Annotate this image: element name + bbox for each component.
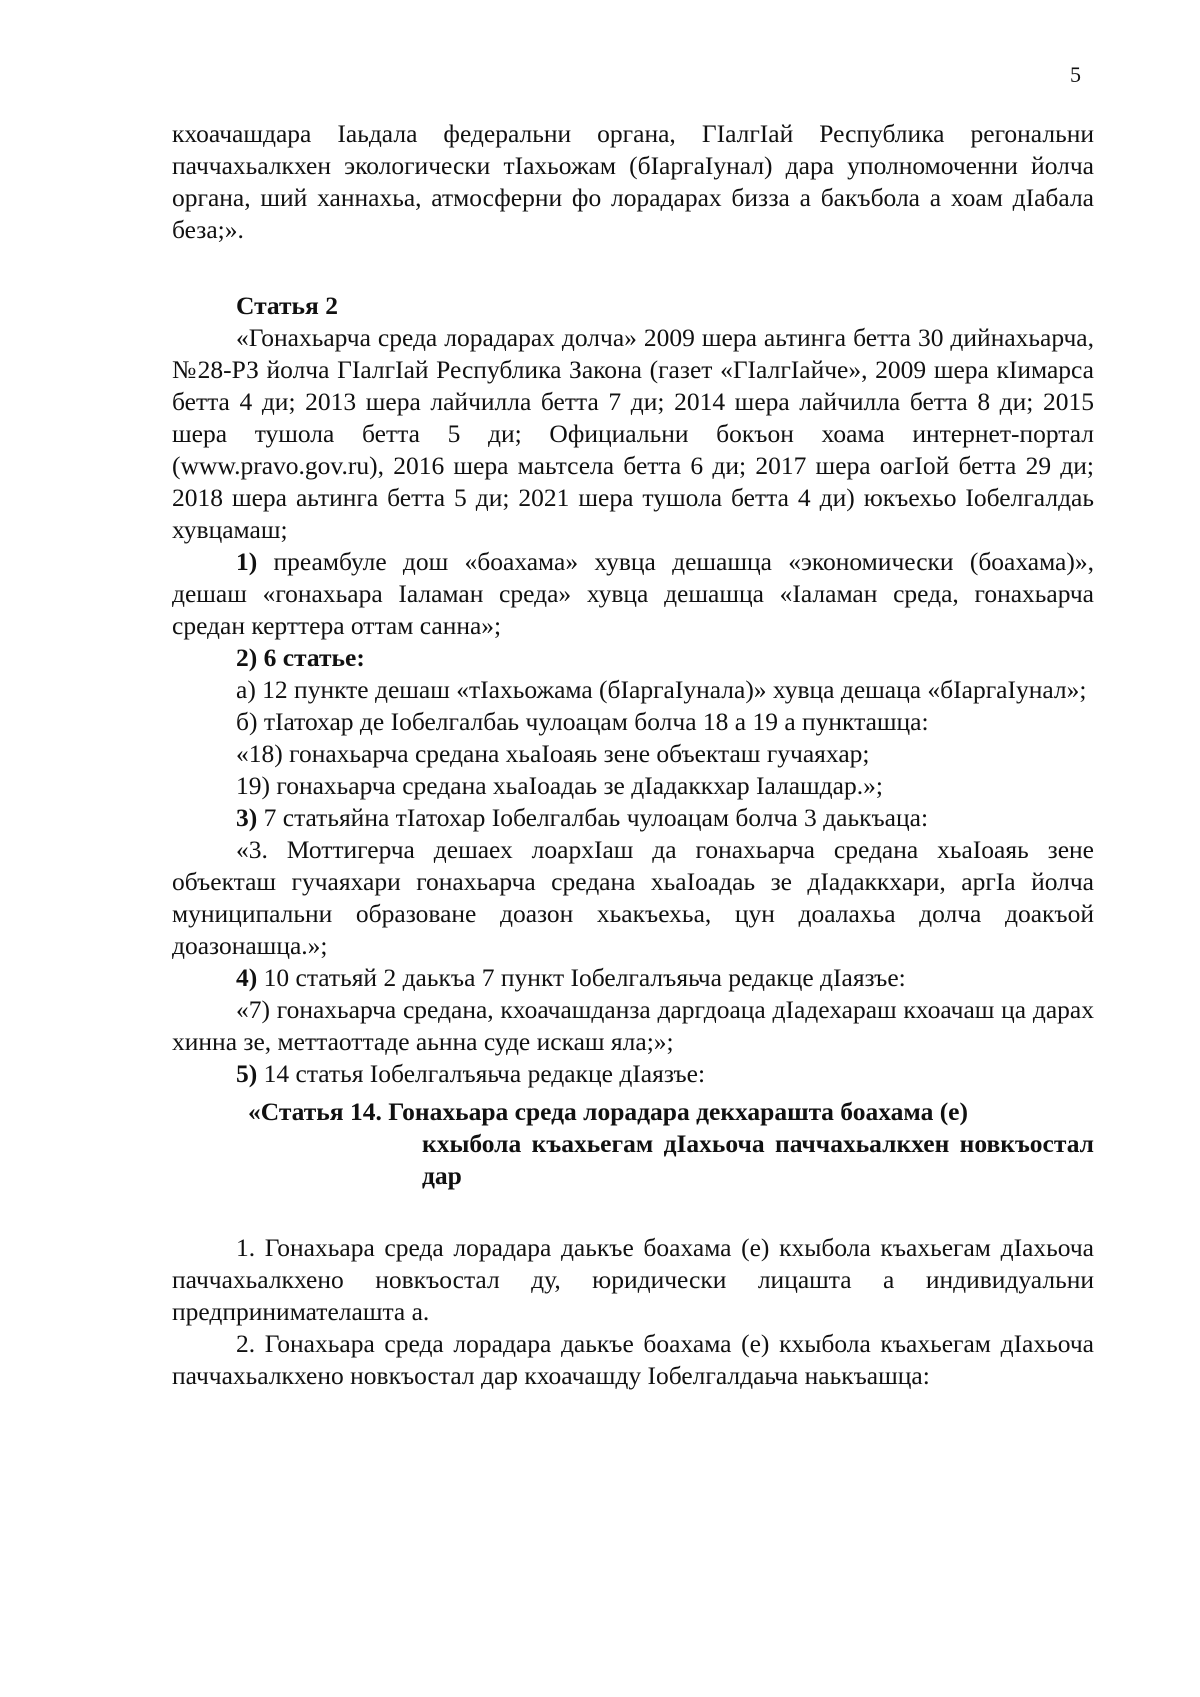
- item-2-label: 2) 6 статье:: [236, 643, 365, 672]
- article-14-title-rest: кхыбола къахьегам дIахьоча паччахьалкхен новкъостал дар: [422, 1129, 1094, 1190]
- item-5-text: 14 статья Iобелгалъяьча редакце дIаязъе:: [257, 1059, 706, 1088]
- item-2-b: б) тIатохар де Iобелгалбаь чулоацам болча 18 а 19 а пункташца:: [236, 707, 929, 736]
- spacer: [172, 1192, 1094, 1232]
- item-3-quote: «3. Моттигерча дешаех лоархIаш да гонахьарча средана хьаIоаяь зене объекташ гучаяхари гонахьарча средана хьаIоадаь зе дIадаккхари, аргIа йолча муниципальни образоване доазон хьакъехьа, цун доалахьа долча доакъой доазонашца.»;: [172, 835, 1094, 960]
- item-4-number: 4): [236, 963, 258, 992]
- article-14-title: [172, 1096, 1094, 1192]
- item-4-text: 10 статьяй 2 даькъа 7 пункт Iобелгалъяьча редакце дIаязъе:: [257, 963, 906, 992]
- item-3-number: 3): [236, 803, 258, 832]
- item-1-number: 1): [236, 547, 258, 576]
- page-number: 5: [1070, 62, 1081, 87]
- item-5: [172, 1058, 1094, 1090]
- article-14-paragraph-1: 1. Гонахьара среда лорадара даькъе боахама (е) кхыбола къахьегам дIахьоча паччахьалкхено новкъостал ду, юридически лицашта а индивидуальни предпринимателашта а.: [172, 1233, 1094, 1326]
- item-5-number: 5): [236, 1059, 258, 1088]
- article-14-paragraph-2: 2. Гонахьара среда лорадара даькъе боахама (е) кхыбола къахьегам дIахьоча паччахьалкхено новкъостал дар кхоачашду Iобелгалдаьча наькъашца:: [172, 1329, 1094, 1390]
- article-14-title-line1: «Статья 14. Гонахьара среда лорадара декхараштa боахама (е): [248, 1097, 968, 1126]
- item-1-text: преамбуле дош «боахама» хувца дешашца «экономически (боахама)», дешаш «гонахьара Iаламан среда» хувца дешашца «Iаламан среда, гонахьарча средан керттера оттам санна»;: [172, 547, 1094, 640]
- item-2-a: а) 12 пункте дешаш «тIахьожама (бIаргаIунала)» хувца дешаца «бIаргаIунал»;: [236, 675, 1087, 704]
- item-2-point-19: 19) гонахьарча средана хьаIоадаь зе дIадаккхар Iалашдар.»;: [236, 771, 883, 800]
- document-body: [172, 118, 1094, 1392]
- item-3-text: 7 статьяйна тIатохар Iобелгалбаь чулоацам болча 3 даькъаца:: [257, 803, 929, 832]
- intro-paragraph: кхоачашдара Iаьдала федеральни органа, ГIалгIай Республика регональни паччахьалкхен экологически тIахьожам (бIаргаIунал) дара уполномоченни йолча органа, ший ханнахьа, атмосферни фо лорадарах бизза а бакъбола а хоам дIабала беза;».: [172, 119, 1094, 244]
- item-4: [172, 962, 1094, 994]
- item-4-quote: «7) гонахьарча средана, кхоачашданза даргдоаца дIадехараш кхоачаш ца дарах хинна зе, меттаоттаде аьнна суде искаш яла;»;: [172, 995, 1094, 1056]
- item-1: [172, 546, 1094, 642]
- item-2-point-18: «18) гонахьарча средана хьаIоаяь зене объекташ гучаяхар;: [236, 739, 870, 768]
- article-2-heading: Статья 2: [236, 291, 338, 320]
- article-2-preamble: «Гонахьарча среда лорадарах долча» 2009 шера аьтинга бетта 30 дийнахьарча, №28-РЗ йолча ГIалгIай Республика Закона (газет «ГIалгIайче», 2009 шера кIимарса бетта 4 ди; 2013 шера лайчилла бетта 7 ди; 2014 шера лайчилла бетта 8 ди; 2015 шера тушола бетта 5 ди; Официальни бокъон хоама интернет-портал (www.pravo.gov.ru), 2016 шера маьтсела бетта 6 ди; 2017 шера оагIой бетта 29 ди; 2018 шера аьтинга бетта 5 ди; 2021 шера тушола бетта 4 ди) юкъехьо Iобелгалдаь хувцамаш;: [172, 323, 1094, 544]
- item-3: [172, 802, 1094, 834]
